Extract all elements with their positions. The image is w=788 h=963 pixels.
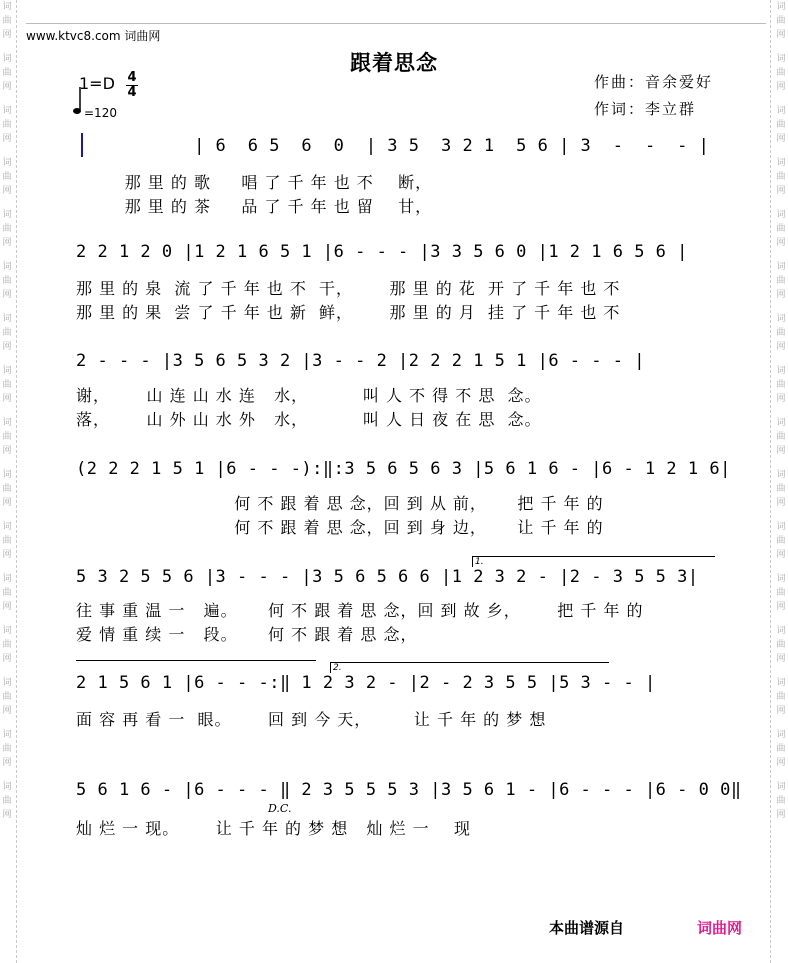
- notation-line-1: | 6 6 5 6 0 | 3 5 3 2 1 5 6 | 3 - - - |: [76, 136, 710, 156]
- right-margin-line: [770, 0, 771, 963]
- notation-line-6: 2 1 5 6 1 |6 - - -:‖ 1 2 3 2 - |2 - 2 3 5 5 |5 3 - - |: [76, 673, 656, 693]
- lyricist-credit: 作词：李立群: [594, 100, 697, 118]
- notation-line-2: 2 2 1 2 0 |1 2 1 6 5 1 |6 - - - |3 3 5 6 0 |1 2 1 6 5 6 |: [76, 242, 688, 262]
- lyric-line-6a: 面 容 再 看 一 眼。 回 到 今 天， 让 千 年 的 梦 想: [76, 710, 547, 729]
- watermark-text: 词曲网: [776, 158, 786, 196]
- lyric-line-1b: 那 里 的 茶 品 了 千 年 也 留 甘，: [76, 197, 433, 216]
- watermark-text: 词曲网: [2, 366, 12, 404]
- watermark-text: 词曲网: [2, 106, 12, 144]
- watermark-text: 词曲网: [776, 522, 786, 560]
- watermark-text: 词曲网: [2, 678, 12, 716]
- notation-line-5: 5 3 2 5 5 6 |3 - - - |3 5 6 5 6 6 |1 2 3 2 - |2 - 3 5 5 3|: [76, 567, 699, 587]
- volta-1-extension: [76, 660, 316, 661]
- watermark-text: 词曲网: [2, 262, 12, 300]
- watermark-text: 词曲网: [776, 730, 786, 768]
- tempo-mark: =120: [84, 106, 117, 120]
- watermark-text: 词曲网: [776, 106, 786, 144]
- watermark-text: 词曲网: [776, 574, 786, 612]
- watermark-text: 词曲网: [2, 782, 12, 820]
- lyric-line-3a: 谢， 山 连 山 水 连 水， 叫 人 不 得 不 思 念。: [76, 386, 542, 405]
- watermark-text: 词曲网: [2, 54, 12, 92]
- watermark-text: 词曲网: [776, 678, 786, 716]
- lyric-line-5a: 往 事 重 温 一 遍。 何 不 跟 着 思 念，回 到 故 乡， 把 千 年 的: [76, 601, 644, 620]
- lyric-line-3b: 落， 山 外 山 水 外 水， 叫 人 日 夜 在 思 念。: [76, 410, 542, 429]
- composer-credit: 作曲：音余爱好: [594, 73, 714, 91]
- song-title: 跟着思念: [350, 51, 438, 75]
- right-watermark: [774, 0, 788, 963]
- watermark-text: 词曲网: [776, 314, 786, 352]
- meter-bottom: 4: [127, 85, 137, 100]
- header-rule: [26, 23, 766, 24]
- left-watermark: [0, 0, 14, 963]
- watermark-text: 词曲网: [776, 418, 786, 456]
- watermark-text: 词曲网: [776, 782, 786, 820]
- lyric-line-4b: 何 不 跟 着 思 念，回 到 身 边， 让 千 年 的: [76, 518, 604, 537]
- notation-line-3: 2 - - - |3 5 6 5 3 2 |3 - - 2 |2 2 2 1 5 1 |6 - - - |: [76, 351, 645, 371]
- watermark-text: 词曲网: [776, 626, 786, 664]
- site-url[interactable]: www.ktvc8.com 词曲网: [26, 29, 161, 43]
- volta-1: 1.: [472, 556, 715, 567]
- watermark-text: 词曲网: [2, 158, 12, 196]
- watermark-text: 词曲网: [776, 210, 786, 248]
- watermark-text: 词曲网: [2, 210, 12, 248]
- watermark-text: 词曲网: [2, 470, 12, 508]
- watermark-text: 词曲网: [2, 2, 12, 40]
- lyric-line-7a: 灿 烂 一 现。 让 千 年 的 梦 想 灿 烂 一 现: [76, 819, 471, 838]
- left-margin-line: [16, 0, 17, 963]
- lyric-line-4a: 何 不 跟 着 思 念，回 到 从 前， 把 千 年 的: [76, 494, 604, 513]
- watermark-text: 词曲网: [776, 262, 786, 300]
- watermark-text: 词曲网: [2, 574, 12, 612]
- watermark-text: 词曲网: [776, 54, 786, 92]
- lyric-line-2a: 那 里 的 泉 流 了 千 年 也 不 干， 那 里 的 花 开 了 千 年 也 不: [76, 279, 621, 298]
- watermark-text: 词曲网: [776, 366, 786, 404]
- lyric-line-1a: 那 里 的 歌 唱 了 千 年 也 不 断，: [76, 173, 433, 192]
- lyric-line-2b: 那 里 的 果 尝 了 千 年 也 新 鲜， 那 里 的 月 挂 了 千 年 也 不: [76, 303, 621, 322]
- watermark-text: 词曲网: [2, 730, 12, 768]
- key-signature: 1=D: [79, 74, 115, 93]
- site-link[interactable]: 词曲网: [697, 919, 743, 937]
- volta-2: 2.: [330, 662, 609, 673]
- notation-line-7: 5 6 1 6 - |6 - - - ‖ 2 3 5 5 5 3 |3 5 6 1 - |6 - - - |6 - 0 0‖: [76, 780, 742, 800]
- lyric-line-5b: 爱 情 重 续 一 段。 何 不 跟 着 思 念，: [76, 625, 418, 644]
- watermark-text: 词曲网: [776, 2, 786, 40]
- watermark-text: 词曲网: [2, 314, 12, 352]
- watermark-text: 词曲网: [2, 626, 12, 664]
- notation-line-4: (2 2 2 1 5 1 |6 - - -):‖:3 5 6 5 6 3 |5 6 1 6 - |6 - 1 2 1 6|: [76, 459, 731, 479]
- time-signature: [126, 71, 138, 100]
- meter-top: 4: [127, 70, 137, 85]
- watermark-text: 词曲网: [2, 522, 12, 560]
- watermark-text: 词曲网: [2, 418, 12, 456]
- quarter-note-icon: [72, 85, 82, 115]
- source-label: 本曲谱源自: [549, 919, 625, 937]
- da-capo-mark: D.C.: [268, 802, 292, 815]
- watermark-text: 词曲网: [776, 470, 786, 508]
